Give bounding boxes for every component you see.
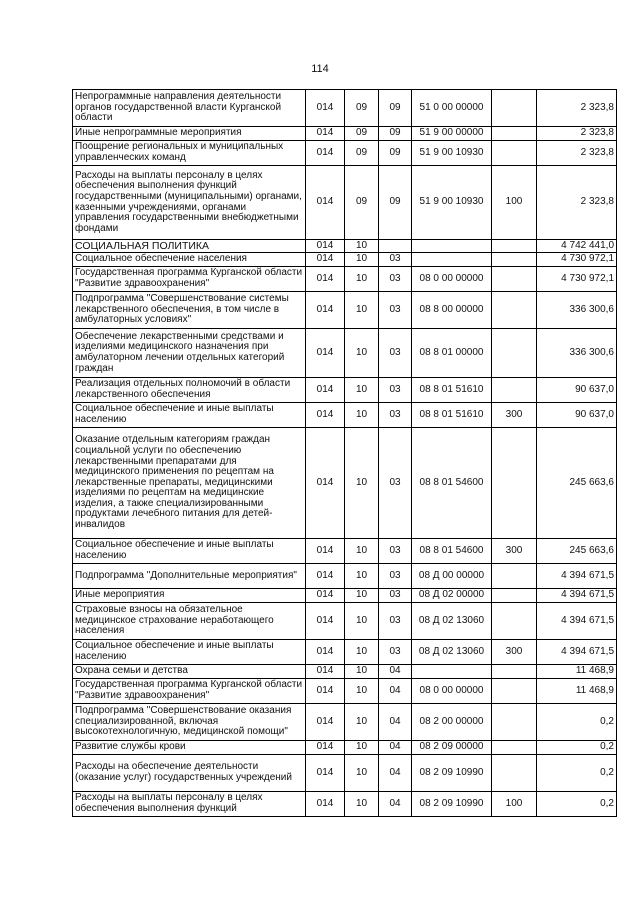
row-section-code: 10 — [345, 240, 379, 253]
row-expense-type — [492, 564, 537, 589]
row-expense-type: 300 — [492, 403, 537, 428]
row-target-code — [412, 240, 492, 253]
row-expense-type — [492, 589, 537, 603]
row-expense-type — [492, 267, 537, 292]
row-target-code: 08 Д 02 00000 — [412, 589, 492, 603]
row-subsection-code: 03 — [379, 378, 412, 403]
row-ministry-code: 014 — [306, 603, 345, 640]
row-name: Страховые взносы на обязательное медицинское страхование неработающего населения — [73, 603, 306, 640]
row-expense-type — [492, 329, 537, 378]
row-ministry-code: 014 — [306, 679, 345, 704]
row-section-code: 10 — [345, 564, 379, 589]
row-expense-type — [492, 292, 537, 329]
page-number: 114 — [311, 63, 329, 75]
row-expense-type — [492, 240, 537, 253]
row-section-code: 09 — [345, 90, 379, 127]
row-name: Социальное обеспечение и иные выплаты населению — [73, 640, 306, 665]
row-section-code: 09 — [345, 166, 379, 240]
row-target-code — [412, 665, 492, 679]
row-expense-type: 100 — [492, 792, 537, 817]
row-amount: 245 663,6 — [537, 428, 617, 539]
row-ministry-code: 014 — [306, 564, 345, 589]
table-row — [73, 90, 617, 127]
row-ministry-code: 014 — [306, 755, 345, 792]
row-section-code: 10 — [345, 665, 379, 679]
row-ministry-code: 014 — [306, 267, 345, 292]
row-ministry-code: 014 — [306, 166, 345, 240]
row-target-code: 08 8 01 51610 — [412, 378, 492, 403]
row-subsection-code: 03 — [379, 403, 412, 428]
row-amount: 4 730 972,1 — [537, 267, 617, 292]
row-name: Обеспечение лекарственными средствами и изделиями медицинского назначения при амбулаторном лечении отдельных категорий граждан — [73, 329, 306, 378]
row-target-code: 51 9 00 00000 — [412, 127, 492, 141]
row-amount: 4 394 671,5 — [537, 564, 617, 589]
row-amount: 245 663,6 — [537, 539, 617, 564]
row-subsection-code: 09 — [379, 141, 412, 166]
row-subsection-code: 03 — [379, 428, 412, 539]
row-section-code: 10 — [345, 755, 379, 792]
row-target-code: 08 2 09 10990 — [412, 755, 492, 792]
row-target-code: 08 2 09 00000 — [412, 741, 492, 755]
table-row — [73, 292, 617, 329]
table-row — [73, 564, 617, 589]
budget-table — [72, 89, 617, 817]
row-name: Расходы на выплаты персоналу в целях обеспечения выполнения функций государственными (муниципальными) органами, казенными учреждениями, органами управления государственными внебюджетными фондами — [73, 166, 306, 240]
row-amount: 336 300,6 — [537, 329, 617, 378]
row-section-code: 10 — [345, 704, 379, 741]
row-name: Охрана семьи и детства — [73, 665, 306, 679]
row-section-code: 10 — [345, 378, 379, 403]
row-amount: 0,2 — [537, 792, 617, 817]
row-target-code: 08 Д 00 00000 — [412, 564, 492, 589]
row-amount: 0,2 — [537, 755, 617, 792]
row-expense-type — [492, 755, 537, 792]
table-row — [73, 329, 617, 378]
row-name: Государственная программа Курганской области "Развитие здравоохранения" — [73, 679, 306, 704]
row-section-code: 09 — [345, 141, 379, 166]
row-expense-type — [492, 127, 537, 141]
row-amount: 4 394 671,5 — [537, 603, 617, 640]
row-target-code: 08 8 01 54600 — [412, 428, 492, 539]
row-subsection-code: 04 — [379, 755, 412, 792]
row-target-code: 08 8 01 51610 — [412, 403, 492, 428]
row-section-code: 09 — [345, 127, 379, 141]
row-amount: 2 323,8 — [537, 127, 617, 141]
row-subsection-code: 03 — [379, 253, 412, 267]
row-name: Реализация отдельных полномочий в области лекарственного обеспечения — [73, 378, 306, 403]
row-amount: 336 300,6 — [537, 292, 617, 329]
row-expense-type — [492, 679, 537, 704]
row-amount: 4 394 671,5 — [537, 589, 617, 603]
row-ministry-code: 014 — [306, 704, 345, 741]
table-row — [73, 403, 617, 428]
row-expense-type — [492, 603, 537, 640]
row-amount: 2 323,8 — [537, 90, 617, 127]
table-row — [73, 253, 617, 267]
row-target-code: 08 8 00 00000 — [412, 292, 492, 329]
row-amount: 90 637,0 — [537, 378, 617, 403]
table-row — [73, 665, 617, 679]
row-target-code: 51 0 00 00000 — [412, 90, 492, 127]
row-amount: 90 637,0 — [537, 403, 617, 428]
row-amount: 4 730 972,1 — [537, 253, 617, 267]
row-name: Подпрограмма "Совершенствование оказания специализированной, включая высокотехнологичную, медицинской помощи" — [73, 704, 306, 741]
row-subsection-code: 03 — [379, 292, 412, 329]
row-name: Подпрограмма "Дополнительные мероприятия" — [73, 564, 306, 589]
row-expense-type — [492, 90, 537, 127]
row-ministry-code: 014 — [306, 792, 345, 817]
row-section-code: 10 — [345, 679, 379, 704]
row-name: Государственная программа Курганской области "Развитие здравоохранения" — [73, 267, 306, 292]
row-amount: 2 323,8 — [537, 166, 617, 240]
row-amount: 0,2 — [537, 741, 617, 755]
row-ministry-code: 014 — [306, 539, 345, 564]
row-ministry-code: 014 — [306, 253, 345, 267]
table-row — [73, 589, 617, 603]
row-ministry-code: 014 — [306, 127, 345, 141]
row-section-code: 10 — [345, 640, 379, 665]
row-expense-type — [492, 378, 537, 403]
row-section-code: 10 — [345, 403, 379, 428]
row-section-code: 10 — [345, 539, 379, 564]
row-name: Социальное обеспечение и иные выплаты населению — [73, 539, 306, 564]
row-name: Поощрение региональных и муниципальных управленческих команд — [73, 141, 306, 166]
row-target-code: 08 Д 02 13060 — [412, 640, 492, 665]
row-target-code: 08 2 09 10990 — [412, 792, 492, 817]
table-row — [73, 603, 617, 640]
table-row — [73, 166, 617, 240]
row-expense-type — [492, 428, 537, 539]
table-row — [73, 127, 617, 141]
row-subsection-code: 09 — [379, 127, 412, 141]
row-name: Иные непрограммные мероприятия — [73, 127, 306, 141]
row-expense-type: 100 — [492, 166, 537, 240]
row-ministry-code: 014 — [306, 403, 345, 428]
table-row — [73, 428, 617, 539]
row-ministry-code: 014 — [306, 90, 345, 127]
row-section-code: 10 — [345, 329, 379, 378]
table-row — [73, 792, 617, 817]
row-name: Подпрограмма "Совершенствование системы лекарственного обеспечения, в том числе в амбулаторных условиях" — [73, 292, 306, 329]
row-ministry-code: 014 — [306, 640, 345, 665]
row-ministry-code: 014 — [306, 665, 345, 679]
table-row — [73, 755, 617, 792]
row-expense-type: 300 — [492, 640, 537, 665]
table-row — [73, 141, 617, 166]
row-ministry-code: 014 — [306, 240, 345, 253]
row-ministry-code: 014 — [306, 741, 345, 755]
row-target-code — [412, 253, 492, 267]
table-row — [73, 378, 617, 403]
row-section-code: 10 — [345, 589, 379, 603]
row-subsection-code: 09 — [379, 90, 412, 127]
row-target-code: 08 0 00 00000 — [412, 679, 492, 704]
row-amount: 11 468,9 — [537, 679, 617, 704]
table-row — [73, 539, 617, 564]
row-amount: 2 323,8 — [537, 141, 617, 166]
row-subsection-code: 03 — [379, 589, 412, 603]
row-amount: 0,2 — [537, 704, 617, 741]
row-subsection-code: 04 — [379, 741, 412, 755]
row-name: Расходы на обеспечение деятельности (оказание услуг) государственных учреждений — [73, 755, 306, 792]
row-name: Расходы на выплаты персоналу в целях обеспечения выполнения функций — [73, 792, 306, 817]
row-target-code: 08 2 00 00000 — [412, 704, 492, 741]
row-expense-type — [492, 253, 537, 267]
row-subsection-code: 03 — [379, 267, 412, 292]
row-subsection-code — [379, 240, 412, 253]
row-section-code: 10 — [345, 603, 379, 640]
row-target-code: 08 0 00 00000 — [412, 267, 492, 292]
row-expense-type — [492, 741, 537, 755]
table-row — [73, 704, 617, 741]
row-section-code: 10 — [345, 292, 379, 329]
row-subsection-code: 03 — [379, 603, 412, 640]
row-subsection-code: 03 — [379, 329, 412, 378]
row-target-code: 51 9 00 10930 — [412, 141, 492, 166]
row-section-code: 10 — [345, 428, 379, 539]
row-subsection-code: 04 — [379, 792, 412, 817]
row-subsection-code: 03 — [379, 539, 412, 564]
row-section-code: 10 — [345, 792, 379, 817]
row-section-code: 10 — [345, 741, 379, 755]
row-ministry-code: 014 — [306, 329, 345, 378]
row-ministry-code: 014 — [306, 378, 345, 403]
row-amount: 4 394 671,5 — [537, 640, 617, 665]
row-section-code: 10 — [345, 267, 379, 292]
row-subsection-code: 03 — [379, 564, 412, 589]
row-subsection-code: 04 — [379, 704, 412, 741]
row-expense-type — [492, 141, 537, 166]
row-name: Оказание отдельным категориям граждан социальной услуги по обеспечению лекарственными препаратами для медицинского применения по рецептам на лекарственные препараты, медицинскими изделиями по рецептам на медицинские изделия, а также специализированными продуктами лечебного питания для детей-инвалидов — [73, 428, 306, 539]
row-name: Социальное обеспечение населения — [73, 253, 306, 267]
row-expense-type — [492, 704, 537, 741]
row-ministry-code: 014 — [306, 292, 345, 329]
row-target-code: 08 8 01 00000 — [412, 329, 492, 378]
table-row — [73, 267, 617, 292]
budget-table-body — [73, 90, 617, 817]
row-amount: 11 468,9 — [537, 665, 617, 679]
row-subsection-code: 04 — [379, 679, 412, 704]
row-target-code: 08 8 01 54600 — [412, 539, 492, 564]
row-target-code: 51 9 00 10930 — [412, 166, 492, 240]
row-expense-type: 300 — [492, 539, 537, 564]
row-amount: 4 742 441,0 — [537, 240, 617, 253]
row-expense-type — [492, 665, 537, 679]
row-name: СОЦИАЛЬНАЯ ПОЛИТИКА — [73, 240, 306, 253]
row-name: Непрограммные направления деятельности органов государственной власти Курганской области — [73, 90, 306, 127]
row-ministry-code: 014 — [306, 428, 345, 539]
row-target-code: 08 Д 02 13060 — [412, 603, 492, 640]
row-ministry-code: 014 — [306, 141, 345, 166]
row-name: Социальное обеспечение и иные выплаты населению — [73, 403, 306, 428]
row-name: Развитие службы крови — [73, 741, 306, 755]
table-row — [73, 640, 617, 665]
row-subsection-code: 04 — [379, 665, 412, 679]
table-row — [73, 679, 617, 704]
row-ministry-code: 014 — [306, 589, 345, 603]
row-section-code: 10 — [345, 253, 379, 267]
table-row — [73, 240, 617, 253]
row-subsection-code: 09 — [379, 166, 412, 240]
row-subsection-code: 03 — [379, 640, 412, 665]
row-name: Иные мероприятия — [73, 589, 306, 603]
table-row — [73, 741, 617, 755]
